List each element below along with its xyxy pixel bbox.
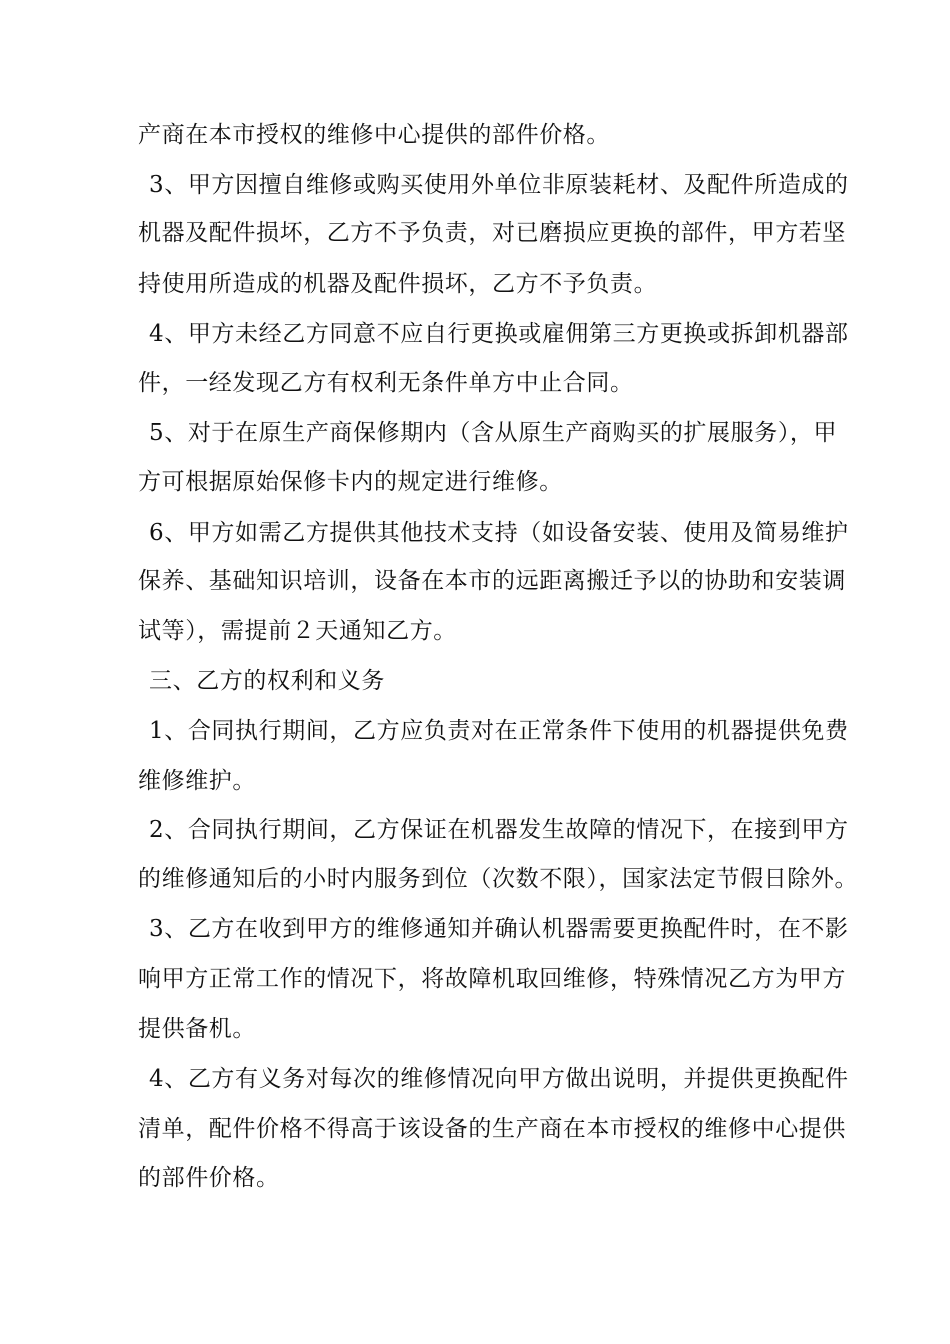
text-line: 件，一经发现乙方有权利无条件单方中止合同。 — [138, 370, 634, 396]
section-heading: 三、乙方的权利和义务 — [149, 668, 385, 694]
text-line: 方可根据原始保修卡内的规定进行维修。 — [138, 469, 563, 495]
text-line: 4、乙方有义务对每次的维修情况向甲方做出说明，并提供更换配件 — [149, 1066, 849, 1092]
text-line: 持使用所造成的机器及配件损坏，乙方不予负责。 — [138, 271, 658, 297]
text-line: 的维修通知后的小时内服务到位（次数不限），国家法定节假日除外。 — [138, 866, 859, 892]
text-line: 维修维护。 — [138, 768, 256, 794]
text-line: 2、合同执行期间，乙方保证在机器发生故障的情况下，在接到甲方 — [149, 817, 849, 843]
text-line: 的部件价格。 — [138, 1165, 280, 1191]
text-line: 清单，配件价格不得高于该设备的生产商在本市授权的维修中心提供 — [138, 1116, 846, 1142]
text-line: 产商在本市授权的维修中心提供的部件价格。 — [138, 122, 610, 148]
text-line: 保养、基础知识培训，设备在本市的远距离搬迁予以的协助和安装调 — [138, 568, 846, 594]
text-line: 3、乙方在收到甲方的维修通知并确认机器需要更换配件时，在不影 — [149, 916, 849, 942]
text-line: 3、甲方因擅自维修或购买使用外单位非原装耗材、及配件所造成的 — [149, 172, 849, 198]
text-line: 1、合同执行期间，乙方应负责对在正常条件下使用的机器提供免费 — [149, 718, 849, 744]
text-line: 5、对于在原生产商保修期内（含从原生产商购买的扩展服务），甲 — [149, 420, 838, 446]
text-line: 6、甲方如需乙方提供其他技术支持（如设备安装、使用及简易维护 — [149, 520, 849, 546]
text-line: 试等），需提前２天通知乙方。 — [138, 618, 457, 644]
text-line: 4、甲方未经乙方同意不应自行更换或雇佣第三方更换或拆卸机器部 — [149, 321, 849, 347]
text-line: 机器及配件损坏，乙方不予负责，对已磨损应更换的部件，甲方若坚 — [138, 220, 846, 246]
text-line: 响甲方正常工作的情况下，将故障机取回维修，特殊情况乙方为甲方 — [138, 966, 846, 992]
text-line: 提供备机。 — [138, 1016, 256, 1042]
